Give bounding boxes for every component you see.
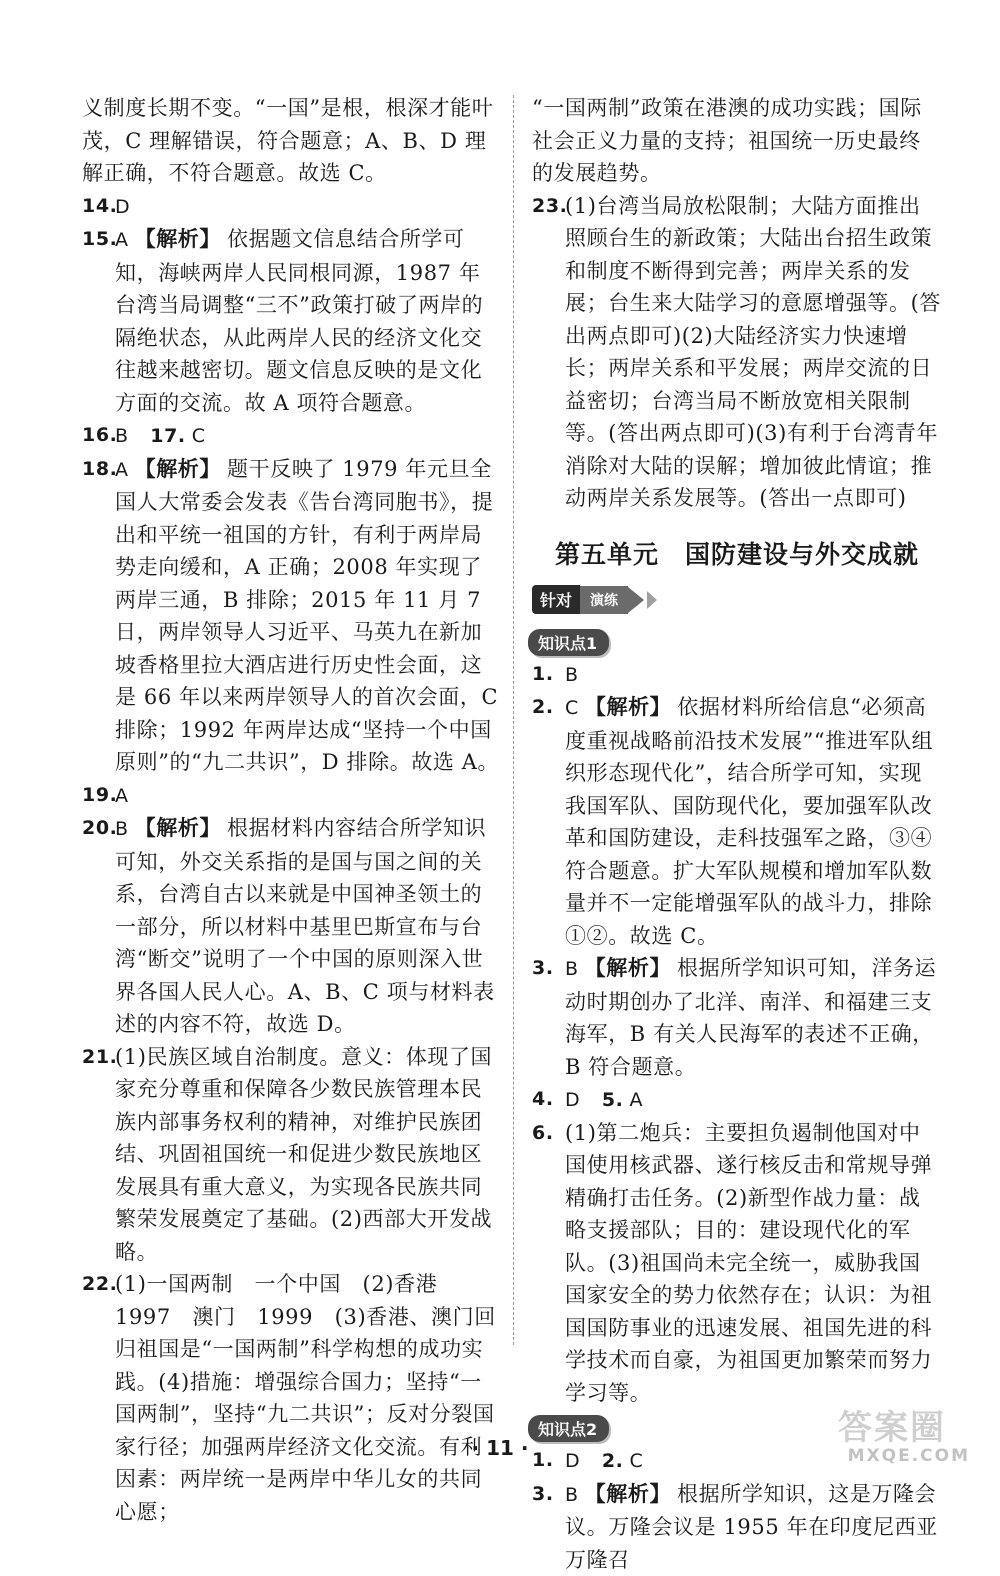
answer-choice: A: [115, 459, 129, 481]
answer-text: (1)第二炮兵：主要担负遏制他国对中国使用核武器、遂行核反击和常规导弹精确打击任务。(2)新型作战力量：战略支援部队；目的：建设现代化的军队。(3)祖国尚未完全统一，威胁我国国家安全的势力依然存在；认识：为祖国国防事业的迅速发展、祖国先进的科学技术而自豪，为祖国更加繁荣而努力学习等。: [565, 1121, 932, 1405]
analysis-tag: 【解析】: [585, 1481, 671, 1506]
answer-entry: [82, 223, 500, 419]
watermark-line-2: MXQE.COM: [838, 1446, 988, 1466]
question-number: 2.: [532, 691, 554, 724]
answer-entry: [532, 952, 942, 1083]
answer-entry: [82, 1268, 500, 1528]
answer-entry: [82, 190, 500, 224]
analysis-tag: 【解析】: [135, 815, 221, 840]
analysis-tag: 【解析】: [585, 694, 671, 719]
answer-entry: [532, 92, 942, 190]
answer-entry: [82, 1041, 500, 1269]
answer-choice: A: [629, 1089, 643, 1111]
knowledge-point-1-answers: [532, 658, 942, 1410]
question-number: 21.: [82, 1041, 117, 1074]
knowledge-point-2-badge: 知识点2: [528, 1415, 609, 1442]
inline-answer-item: [602, 1083, 643, 1117]
question-number: 19.: [82, 779, 117, 812]
watermark-line-1: 答案圈: [838, 1410, 988, 1446]
right-column-answers: [532, 92, 942, 515]
answer-entry: [532, 1478, 942, 1576]
answer-choice: C: [629, 1450, 643, 1472]
answer-entry: [532, 190, 942, 515]
banner-label-1: 针对: [532, 585, 580, 614]
question-number: 20.: [82, 812, 117, 845]
question-number: 18.: [82, 453, 117, 486]
question-number: 1.: [532, 1444, 554, 1477]
answer-entry: [532, 691, 942, 952]
answer-entry: [82, 453, 500, 779]
answer-choice: B: [565, 958, 579, 980]
analysis-tag: 【解析】: [135, 456, 221, 481]
answer-entry: [82, 812, 500, 1041]
question-number: 16.: [82, 419, 117, 452]
answer-text: 题干反映了 1979 年元旦全国人大常委会发表《告台湾同胞书》，提出和平统一祖国的方针，有利于两岸局势走向缓和，A 正确；2008 年实现了两岸三通，B 排除；2015 年 11 月 7 日，两岸领导人习近平、马英九在新加坡香格里拉大酒店进行历史性会面，这是 66 年以来两岸领导人的首次会面，C 排除；1992 年两岸达成“坚持一个中国原则”的“九二共识”，D 排除。故选 A。: [115, 457, 499, 775]
question-number: 1.: [532, 658, 554, 691]
answer-text: 根据所学知识，这是万隆会议。万隆会议是 1955 年在印度尼西亚万隆召: [565, 1482, 938, 1572]
watermark-logo: [838, 1410, 988, 1470]
answer-text: (1)一国两制 一个中国 (2)香港 1997 澳门 1999 (3)香港、澳门回归祖国是“一国两制”科学构想的成功实践。(4)措施：增强综合国力；坚持“一国两制”，坚持“九二共识”；反对分裂国家行径；加强两岸经济文化交流。有利因素：两岸统一是两岸中华儿女的共同心愿；: [115, 1272, 496, 1524]
answer-text: (1)台湾当局放松限制；大陆方面推出照顾台生的新政策；大陆出台招生政策和制度不断得到完善；两岸关系的发展；台生来大陆学习的意愿增强等。(答出两点即可)(2)大陆经济实力快速增长；两岸关系和平发展；两岸交流的日益密切；台湾当局不断放宽相关限制等。(答出两点即可)(3)有利于台湾青年消除对大陆的误解；增加彼此情谊；推动两岸关系发展等。(答出一点即可): [565, 194, 941, 511]
practice-banner: [532, 585, 942, 615]
question-number: 17.: [150, 425, 185, 447]
question-number: 23.: [532, 190, 567, 223]
answer-entry: [532, 1117, 942, 1410]
question-number: 2.: [602, 1450, 624, 1472]
question-number: 15.: [82, 223, 117, 256]
question-number: 22.: [82, 1268, 117, 1301]
analysis-tag: 【解析】: [585, 955, 671, 980]
answer-entry: [82, 419, 500, 453]
banner-arrow-small-icon: [647, 591, 657, 609]
answer-choice: D: [565, 1450, 580, 1472]
answer-text: 根据材料内容结合所学知识可知，外交关系指的是国与国之间的关系，台湾自古以来就是中国神圣领土的一部分，所以材料中基里巴斯宣布与台湾“断交”说明了一个中国的原则深入世界各国人民人心。A、B、C 项与材料表述的内容不符，故选 D。: [115, 816, 495, 1036]
answer-text: 义制度长期不变。“一国”是根，根深才能叶茂，C 理解错误，符合题意；A、B、D 理解正确，不符合题意。故选 C。: [82, 96, 493, 185]
answer-text: 依据材料所给信息“必须高度重视战略前沿技术发展”“推进军队组织形态现代化”，结合所学可知，实现我国军队、国防现代化，要加强军队改革和国防建设，走科技强军之路，③④符合题意。扩大军队规模和增加军队数量并不一定能增强军队的战斗力，排除①②。故选 C。: [565, 695, 933, 948]
right-column: [532, 92, 942, 1576]
unit-title: 第五单元 国防建设与外交成就: [532, 535, 942, 571]
answer-choice: A: [115, 229, 129, 251]
answer-choice: B: [115, 818, 129, 840]
answer-text: (1)民族区域自治制度。意义：体现了国家充分尊重和保障各少数民族管理本民族内部事务权利的精神，对维护民族团结、巩固祖国统一和促进少数民族地区发展具有重大意义，为实现各民族共同繁荣发展奠定了基础。(2)西部大开发战略。: [115, 1045, 492, 1264]
question-number: 3.: [532, 952, 554, 985]
column-divider: [513, 95, 514, 1345]
answer-entry: [532, 1083, 942, 1117]
answer-text: 依据题文信息结合所学可知，海峡两岸人民同根同源，1987 年台湾当局调整“三不”政策打破了两岸的隔绝状态，从此两岸人民的经济文化交往越来越密切。题文信息反映的是文化方面的交流。故 A 项符合题意。: [115, 227, 483, 415]
answer-choice: D: [565, 1089, 580, 1111]
answer-entry: [82, 92, 500, 190]
question-number: 5.: [602, 1089, 624, 1111]
knowledge-point-1-badge: 知识点1: [528, 629, 609, 656]
question-number: 6.: [532, 1117, 554, 1150]
answer-choice: B: [565, 1484, 579, 1506]
answer-choice: B: [115, 425, 129, 447]
analysis-tag: 【解析】: [135, 226, 221, 251]
inline-answer-item: [150, 419, 205, 453]
left-column: [82, 92, 500, 1528]
question-number: 14.: [82, 190, 117, 223]
question-number: 3.: [532, 1478, 554, 1511]
answer-choice: A: [115, 785, 129, 807]
answer-text: 根据所学知识可知，洋务运动时期创办了北洋、南洋、和福建三支海军，B 有关人民海军的表述不正确，B 符合题意。: [565, 956, 936, 1079]
answer-choice: C: [565, 697, 579, 719]
answer-entry: [82, 779, 500, 813]
answer-choice: C: [192, 425, 206, 447]
page-number: · 11 ·: [0, 1436, 1000, 1460]
banner-arrow-icon: [628, 587, 644, 613]
question-number: 4.: [532, 1083, 554, 1116]
answer-choice: D: [115, 196, 130, 218]
answer-entry: [532, 658, 942, 692]
answer-text: “一国两制”政策在港澳的成功实践；国际社会正义力量的支持；祖国统一历史最终的发展趋势。: [532, 96, 922, 185]
banner-label-2: 演练: [580, 586, 628, 614]
answer-choice: B: [565, 664, 579, 686]
